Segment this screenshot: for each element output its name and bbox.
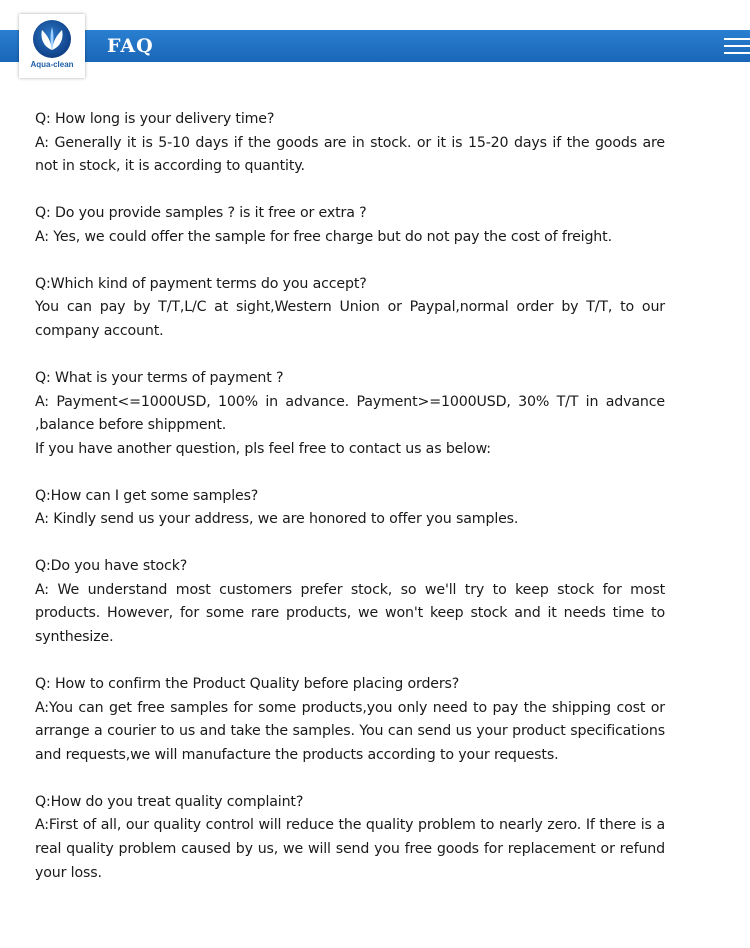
faq-question: Q: How to confirm the Product Quality before placing orders? [35,676,460,693]
faq-list [35,108,665,909]
faq-item [35,485,665,532]
faq-item [35,273,665,344]
logo-text: Aqua-clean [30,60,74,69]
menu-icon[interactable] [724,36,750,56]
faq-question: Q: Do you provide samples ? is it free or extra ? [35,205,367,222]
faq-item [35,673,665,767]
faq-answer: A:You can get free samples for some products,you only need to pay the shipping cost or arrange a courier to us and take the samples. You can send us your product specifications and requests,we will manufacture the products according to your requests. [35,699,665,763]
faq-item [35,108,665,179]
header-bar [0,30,750,62]
faq-item [35,555,665,649]
aqua-clean-logo-icon [32,19,72,59]
faq-answer: A: Kindly send us your address, we are honored to offer you samples. [35,511,519,528]
faq-answer: A: Yes, we could offer the sample for free charge but do not pay the cost of freight. [35,228,612,245]
faq-question: Q:How can I get some samples? [35,487,259,504]
faq-contact-note: If you have another question, pls feel free to contact us as below: [35,440,491,457]
faq-question: Q: What is your terms of payment ? [35,369,284,386]
faq-question: Q:Which kind of payment terms do you accept? [35,275,367,292]
faq-question: Q:Do you have stock? [35,558,188,575]
page-title: FAQ [107,35,154,57]
faq-item [35,367,665,461]
logo[interactable] [19,14,85,78]
faq-answer: A: Generally it is 5-10 days if the goods are in stock. or it is 15-20 days if the goods are not in stock, it is according to quantity. [35,134,665,175]
faq-answer: A: Payment<=1000USD, 100% in advance. Payment>=1000USD, 30% T/T in advance ,balance before shippment. [35,393,665,434]
faq-question: Q: How long is your delivery time? [35,111,275,127]
faq-answer: A: We understand most customers prefer stock, so we'll try to keep stock for most products. However, for some rare products, we won't keep stock and it needs time to synthesize. [35,581,665,646]
faq-answer: You can pay by T/T,L/C at sight,Western Union or Paypal,normal order by T/T, to our company account. [35,299,665,339]
faq-item [35,791,665,885]
faq-question: Q:How do you treat quality complaint? [35,793,304,810]
faq-item [35,202,665,249]
faq-answer: A:First of all, our quality control will reduce the quality problem to nearly zero. If there is a real quality problem caused by us, we will send you free goods for replacement or refund your loss. [35,817,665,881]
